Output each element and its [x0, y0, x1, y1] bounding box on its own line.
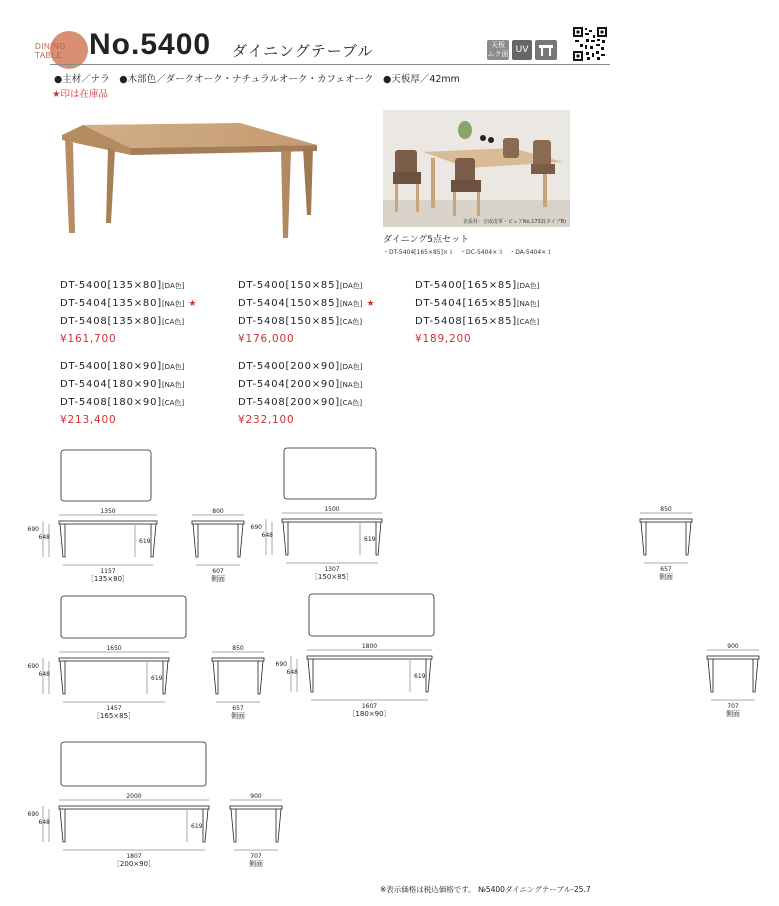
price: ¥232,100 [238, 414, 295, 426]
width-dimension: 2000 [126, 793, 142, 800]
side-view-label: 側面 [211, 575, 225, 583]
color-code: [CA色] [339, 399, 363, 407]
side-view-label: 側面 [249, 860, 263, 868]
top-view [61, 742, 206, 786]
under-top-height-dimension: 648 [261, 532, 273, 539]
side-view-top [230, 806, 282, 809]
top-view [284, 448, 376, 499]
side-leg-dimension: 707 [250, 853, 262, 860]
dimension-drawing [250, 446, 712, 581]
model-code-row [415, 277, 539, 295]
total-height-dimension: 690 [275, 661, 287, 668]
price: ¥161,700 [60, 333, 117, 345]
size-label: ［165×85］ [92, 712, 136, 720]
model-code-row [60, 358, 184, 376]
total-height-dimension: 690 [27, 526, 39, 533]
side-leg-dimension: 657 [232, 705, 244, 712]
model-code-row [415, 313, 539, 331]
front-view-top [59, 658, 169, 661]
side-leg-dimension: 707 [727, 703, 739, 710]
color-code: [DA色] [161, 282, 185, 290]
model-code-row [60, 376, 184, 394]
model-code: DT-5408[165×85] [415, 316, 517, 327]
model-code-row [238, 376, 362, 394]
model-code: DT-5404[150×85] [238, 298, 340, 309]
front-view-top [307, 656, 432, 659]
side-view-top [192, 521, 244, 524]
inner-height-dimension: 619 [139, 538, 151, 545]
color-code: [DA色] [516, 282, 540, 290]
color-code: [DA色] [161, 363, 185, 371]
color-code: [DA色] [339, 282, 363, 290]
model-code: DT-5400[150×85] [238, 280, 340, 291]
depth-dimension: 800 [212, 508, 224, 515]
model-code: DT-5400[200×90] [238, 361, 340, 372]
depth-dimension: 850 [232, 645, 244, 652]
model-code-row [60, 313, 197, 331]
uv-badge: UV [512, 40, 532, 60]
front-view-top [59, 806, 209, 809]
inner-height-dimension: 619 [191, 823, 203, 830]
price: ¥176,000 [238, 333, 295, 345]
dining-set-photo [383, 110, 570, 227]
footer-note: ※表示価格は税込価格です。 №5400ダイニングテーブル-25.7 [380, 885, 591, 894]
front-view-top [282, 519, 382, 522]
under-top-height-dimension: 648 [38, 671, 50, 678]
model-code-row [238, 394, 362, 412]
photo-caption: 表張材：合成皮革・ピュアNo.1732(タイプB) [462, 219, 566, 225]
solid-top-badge: 天板 ムク面 [487, 41, 509, 58]
model-code: DT-5408[200×90] [238, 397, 340, 408]
color-code: [CA色] [516, 318, 540, 326]
model-code-row [238, 313, 375, 331]
depth-dimension: 900 [250, 793, 262, 800]
side-view-top [707, 656, 759, 659]
set-items: ・DT-5404[165×85]×１ ・DC-5404×３ ・DA-5404×１ [383, 249, 553, 256]
width-dimension: 1800 [361, 643, 378, 650]
set-title: ダイニング5点セット [383, 235, 470, 245]
model-number: No.5400 [89, 28, 212, 61]
color-code: [DA色] [339, 363, 363, 371]
inner-height-dimension: 619 [414, 673, 426, 680]
top-view [61, 450, 151, 501]
model-code: DT-5408[180×90] [60, 397, 162, 408]
model-code: DT-5404[165×85] [415, 298, 517, 309]
size-label: ［180×90］ [348, 710, 391, 718]
inner-height-dimension: 619 [364, 536, 376, 543]
depth-dimension: 900 [727, 643, 739, 650]
depth-dimension: 850 [660, 506, 672, 513]
total-height-dimension: 690 [27, 663, 39, 670]
model-code-row [238, 277, 375, 295]
stock-note: ★印は在庫品 [52, 89, 109, 100]
color-code: [NA色] [161, 381, 185, 389]
product-title: ダイニングテーブル [232, 42, 374, 60]
model-code: DT-5404[135×80] [60, 298, 162, 309]
total-height-dimension: 690 [27, 811, 39, 818]
model-code: DT-5400[135×80] [60, 280, 162, 291]
side-view-label: 側面 [659, 573, 673, 581]
inner-height-dimension: 619 [151, 675, 163, 682]
in-stock-star-icon: ★ [188, 299, 198, 309]
leg-span-dimension: 1307 [324, 566, 340, 573]
under-top-height-dimension: 648 [38, 534, 50, 541]
color-code: [NA色] [516, 300, 540, 308]
dimension-drawing [27, 594, 284, 729]
feature-badges [487, 40, 557, 60]
color-code: [NA色] [339, 300, 363, 308]
header-rule [50, 64, 610, 65]
model-code-row [60, 295, 197, 313]
color-code: [CA色] [161, 318, 185, 326]
model-code: DT-5408[135×80] [60, 316, 162, 327]
under-top-height-dimension: 648 [286, 669, 298, 676]
price: ¥213,400 [60, 414, 117, 426]
model-group [238, 277, 375, 348]
model-group [415, 277, 539, 348]
side-leg-dimension: 657 [660, 566, 672, 573]
width-dimension: 1350 [100, 508, 116, 515]
price: ¥189,200 [415, 333, 472, 345]
table-product-image [55, 115, 320, 250]
top-view [61, 596, 186, 638]
leg-span-dimension: 1157 [100, 568, 116, 575]
size-label: ［200×90］ [112, 860, 156, 868]
model-code: DT-5400[165×85] [415, 280, 517, 291]
model-code: DT-5404[200×90] [238, 379, 340, 390]
color-code: [NA色] [161, 300, 185, 308]
under-top-height-dimension: 648 [38, 819, 50, 826]
model-code-row [238, 358, 362, 376]
model-code-row [60, 394, 184, 412]
model-code: DT-5408[150×85] [238, 316, 340, 327]
category-label: DINING TABLE [35, 42, 66, 60]
size-label: ［135×80］ [86, 575, 130, 583]
model-code-row [60, 277, 197, 295]
total-height-dimension: 690 [250, 524, 262, 531]
in-stock-star-icon: ★ [366, 299, 376, 309]
qr-code-icon[interactable] [573, 27, 607, 61]
model-group [60, 277, 197, 348]
leg-span-dimension: 1807 [126, 853, 142, 860]
model-group [238, 358, 362, 429]
width-dimension: 1500 [324, 506, 340, 513]
model-code-row [415, 295, 539, 313]
model-code-row [238, 295, 375, 313]
color-code: [CA色] [161, 399, 185, 407]
dimension-drawing [27, 448, 264, 583]
color-code: [NA色] [339, 381, 363, 389]
size-label: ［150×85］ [310, 573, 354, 581]
assembly-icon [535, 40, 557, 60]
leg-span-dimension: 1607 [361, 703, 378, 710]
spec-line: ●主材／ナラ ●木部色／ダークオーク・ナチュラルオーク・カフェオーク ●天板厚／42mm [54, 74, 460, 85]
leg-span-dimension: 1457 [106, 705, 122, 712]
dimension-drawing [275, 592, 779, 727]
width-dimension: 1650 [106, 645, 122, 652]
model-code: DT-5404[180×90] [60, 379, 162, 390]
dimension-drawing [27, 740, 302, 875]
side-view-top [212, 658, 264, 661]
color-code: [CA色] [339, 318, 363, 326]
side-leg-dimension: 607 [212, 568, 224, 575]
front-view-top [59, 521, 157, 524]
model-code: DT-5400[180×90] [60, 361, 162, 372]
top-view [309, 594, 434, 636]
side-view-top [640, 519, 692, 522]
side-view-label: 側面 [231, 712, 245, 720]
side-view-label: 側面 [726, 710, 740, 718]
model-group [60, 358, 184, 429]
